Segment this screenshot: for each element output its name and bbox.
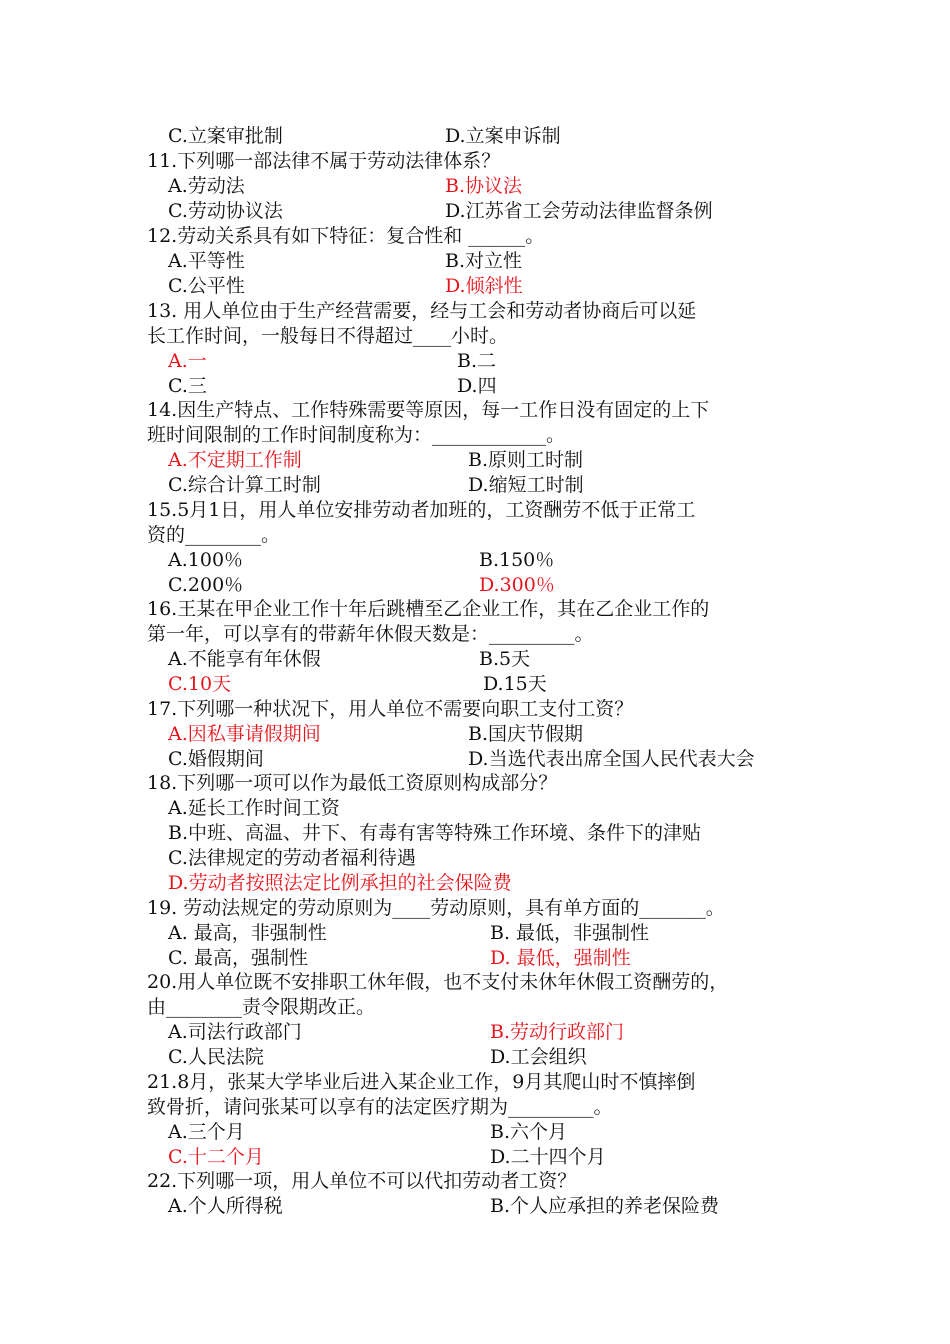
option-d: D.工会组织: [490, 1046, 587, 1068]
question-stem-continued: 班时间限制的工作时间制度称为：____________。: [147, 424, 566, 446]
option-d-answer: D.300％: [479, 574, 555, 596]
option-a: A.延长工作时间工资: [168, 797, 340, 819]
question-stem-continued: 由________责令限期改正。: [147, 996, 376, 1018]
question-stem: 14.因生产特点、工作特殊需要等原因，每一工作日没有固定的上下: [147, 399, 710, 421]
option-a: A.不能享有年休假: [168, 648, 321, 670]
option-d-answer: D. 最低，强制性: [490, 947, 631, 969]
question-stem: 11.下列哪一部法律不属于劳动法律体系？: [147, 150, 501, 172]
option-c: C.婚假期间: [168, 748, 264, 770]
option-b: B.原则工时制: [468, 449, 584, 471]
option-a: A.个人所得税: [168, 1195, 283, 1217]
option-c: C.三: [168, 375, 207, 397]
option-b: B. 最低，非强制性: [490, 922, 650, 944]
option-d: D.当选代表出席全国人民代表大会: [468, 748, 755, 770]
option-d: D.四: [457, 375, 497, 397]
option-b: B.对立性: [445, 250, 523, 272]
option-b: B.国庆节假期: [468, 723, 584, 745]
option-b: B.5天: [479, 648, 531, 670]
question-stem: 17.下列哪一种状况下，用人单位不需要向职工支付工资？: [147, 698, 634, 720]
question-stem: 18.下列哪一项可以作为最低工资原则构成部分？: [147, 772, 558, 794]
question-stem-continued: 第一年，可以享有的带薪年休假天数是：_________。: [147, 623, 594, 645]
question-stem: 15.5月1日，用人单位安排劳动者加班的，工资酬劳不低于正常工: [147, 499, 696, 521]
option-a: A. 最高，非强制性: [168, 922, 327, 944]
question-stem: 19. 劳动法规定的劳动原则为____劳动原则，具有单方面的_______。: [147, 897, 725, 919]
option-b: B.二: [457, 350, 497, 372]
question-stem: 20.用人单位既不安排职工休年假，也不支付未休年休假工资酬劳的，: [147, 971, 729, 993]
question-stem: 22.下列哪一项，用人单位不可以代扣劳动者工资？: [147, 1170, 577, 1192]
option-d-answer: D.劳动者按照法定比例承担的社会保险费: [168, 872, 512, 894]
option-d: D.二十四个月: [490, 1146, 606, 1168]
question-stem-continued: 资的________。: [147, 524, 281, 546]
option-a: A.三个月: [168, 1121, 245, 1143]
question-stem: 13. 用人单位由于生产经营需要，经与工会和劳动者协商后可以延: [147, 300, 697, 322]
option-c: C.人民法院: [168, 1046, 264, 1068]
question-stem-continued: 长工作时间，一般每日不得超过____小时。: [147, 325, 509, 347]
option-c: C.法律规定的劳动者福利待遇: [168, 847, 416, 869]
option-a: A.平等性: [168, 250, 245, 272]
option-c: C.公平性: [168, 275, 245, 297]
option-b: B.个人应承担的养老保险费: [490, 1195, 720, 1217]
option-c-answer: C.10天: [168, 673, 232, 695]
option-a-answer: A.因私事请假期间: [168, 723, 321, 745]
option-c-answer: C.十二个月: [168, 1146, 264, 1168]
option-b-answer: B.劳动行政部门: [490, 1021, 625, 1043]
option-d-answer: D.倾斜性: [445, 275, 523, 297]
option-a-answer: A.一: [168, 350, 207, 372]
question-stem: 12.劳动关系具有如下特征：复合性和 ______。: [147, 225, 545, 247]
option-a-answer: A.不定期工作制: [168, 449, 302, 471]
option-b: B.六个月: [490, 1121, 568, 1143]
option-a: A.100％: [168, 549, 244, 571]
option-a: A.司法行政部门: [168, 1021, 302, 1043]
option-c: C.综合计算工时制: [168, 474, 321, 496]
question-stem-continued: 致骨折，请问张某可以享有的法定医疗期为_________。: [147, 1096, 613, 1118]
option-b: B.150％: [479, 549, 555, 571]
option-c: C.劳动协议法: [168, 200, 283, 222]
option-d: D.立案申诉制: [445, 125, 561, 147]
option-d: D.江苏省工会劳动法律监督条例: [445, 200, 713, 222]
option-c: C.立案审批制: [168, 125, 283, 147]
option-b-answer: B.协议法: [445, 175, 523, 197]
option-b: B.中班、高温、井下、有毒有害等特殊工作环境、条件下的津贴: [168, 822, 702, 844]
option-d: D.15天: [483, 673, 547, 695]
option-a: A.劳动法: [168, 175, 245, 197]
question-stem: 21.8月，张某大学毕业后进入某企业工作，9月其爬山时不慎摔倒: [147, 1071, 696, 1093]
option-c: C. 最高，强制性: [168, 947, 308, 969]
option-c: C.200％: [168, 574, 244, 596]
question-stem: 16.王某在甲企业工作十年后跳槽至乙企业工作，其在乙企业工作的: [147, 598, 710, 620]
option-d: D.缩短工时制: [468, 474, 584, 496]
